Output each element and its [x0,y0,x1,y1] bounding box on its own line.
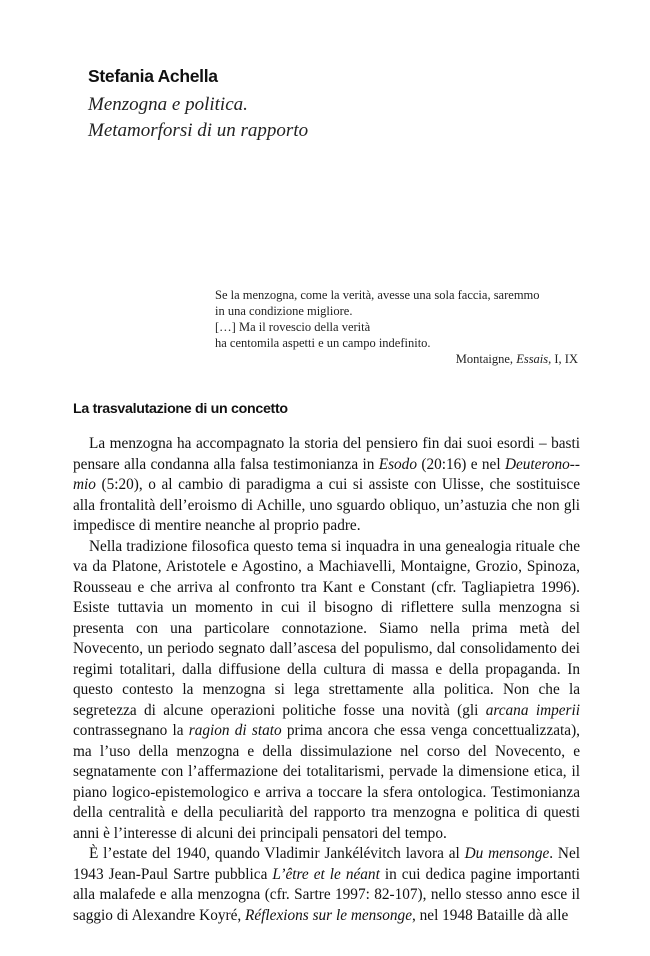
text-run: (5:20), o al cambio di paradigma a cui si assiste con Ulisse, che sostituisce alla frontalità dell’eroismo di Achille, uno sguardo obliquo, un’astuzia che non gli impedisce di mentire neanche al proprio padre. [73,476,580,534]
epigraph-line: ha centomila aspetti e un campo indefinito. [215,336,431,350]
italic-title: L’être et le néant [272,865,380,883]
text-run: prima ancora che essa venga concettualizzata), ma l’uso della menzogna e della dissimulazione nel corso del Novecento, e segnatamente con l’affermazione dei totalitarismi, pervade la dimensione etica, il piano logico-epistemologico e arriva a toccare la sfera ontologica. Testimonianza della centralità e della peculiarità del rapporto tra menzogna e politica di questi anni è l’interesse di alcuni dei principali pensatori del tempo. [73,722,580,842]
epigraph [215,287,578,367]
epigraph-line: in una condizione migliore. [215,304,353,318]
text-run: (20:16) e nel [416,455,505,473]
chapter-title-line-2: Metamorforsi di un rapporto [88,120,309,141]
attribution-work: Essais [516,352,549,366]
section-heading: La trasvalutazione di un concetto [73,401,288,417]
text-run: contrassegnano la [73,722,189,739]
paragraph-3 [73,844,580,926]
epigraph-attribution [215,351,578,367]
epigraph-line: […] Ma il rovescio della verità [215,320,371,334]
italic-title: Réflexions sur le mensonge [245,906,412,924]
italic-title: Deuterono-mio [73,455,580,493]
chapter-title-line-1: Menzogna e politica. [88,94,248,115]
text-run: È l’estate del 1940, quando Vladimir Jankélévitch lavora al [89,845,465,862]
epigraph-line: Se la menzogna, come la verità, avesse una sola faccia, saremmo [215,288,540,302]
text-run: Nella tradizione filosofica questo tema si inquadra in una genealogia rituale che va da Platone, Aristotele e Agostino, a Machiavelli, Montaigne, Grozio, Spinoza, Rousseau e che arriva al confronto tra Kant e Constant (cfr. Tagliapietra 1996). Esiste tuttavia un momento in cui il bisogno di riflettere sulla menzogna si presenta con una particolare connotazione. Siamo nella prima metà del Novecento, un periodo segnato dall’ascesa del populismo, dal consolidamento dei regimi totalitari, dalla diffusione della cultura di massa e della propaganda. In questo contesto la menzogna si lega strettamente alla politica. Non che la segretezza di alcune operazioni politiche fosse una novità (gli [73,537,580,719]
text-run: . Nel 1943 Jean-Paul Sartre pubblica [73,845,580,883]
text-run: La menzogna ha accompagnato la storia del pensiero fin dai suoi esordi – basti pensare alla condanna alla falsa testimonianza in [73,435,580,473]
text-run: in cui dedica pagine importanti alla malafede e alla menzogna (cfr. Sartre 1997: 82-107), nello stesso anno esce il saggio di Alexandre Koyré, [73,865,581,924]
italic-term: arcana imperii [485,701,581,719]
chapter-title [88,92,308,144]
author-name: Stefania Achella [88,66,218,86]
paragraph-2 [73,537,580,845]
text-run: , nel 1948 Bataille dà alle [412,906,569,924]
body-text [73,434,580,926]
italic-title: Du mensonge [464,845,550,862]
attribution-reference: , I, IX [548,352,578,366]
italic-term: ragion di stato [188,722,282,739]
paragraph-1 [73,434,580,537]
italic-title: Esodo [378,455,417,473]
attribution-author: Montaigne, [455,352,517,366]
